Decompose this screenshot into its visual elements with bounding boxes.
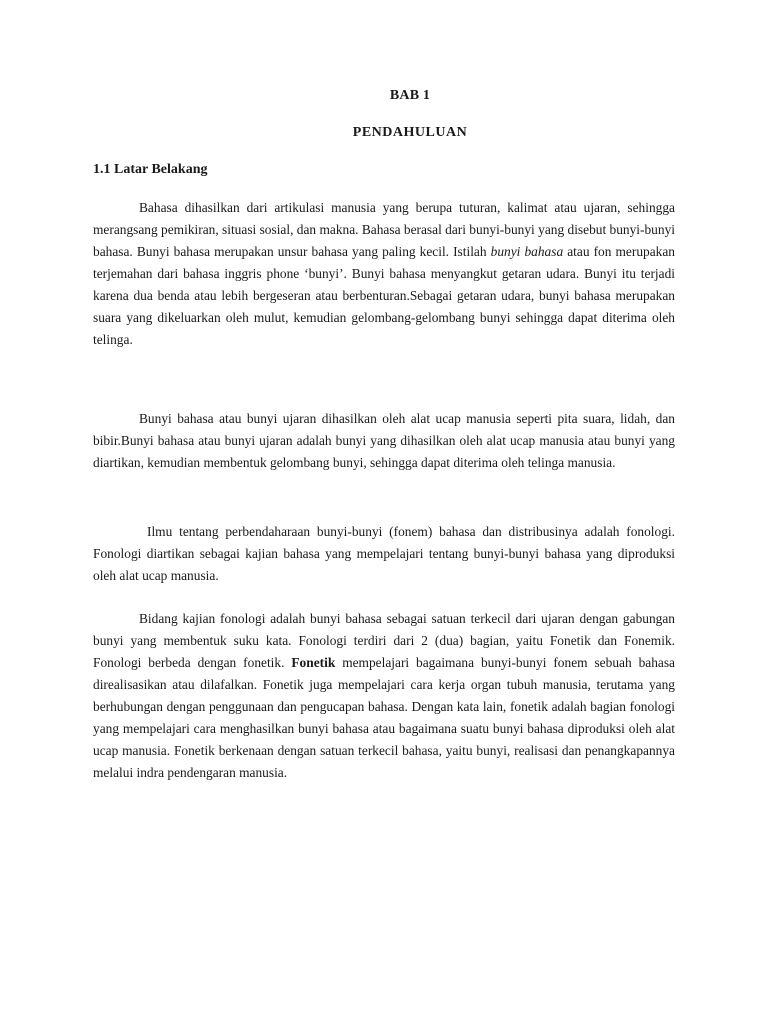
paragraph-3: Ilmu tentang perbendaharaan bunyi-bunyi (fonem) bahasa dan distribusinya adalah fonologi. Fonologi diartikan sebagai kajian bahasa yang mempelajari tentang bunyi-bunyi bahasa yang diproduksi oleh alat ucap manusia. xyxy=(93,524,675,583)
paragraph-1 xyxy=(93,197,675,351)
paragraph-4 xyxy=(93,608,675,784)
paragraph-4-bold-term: Fonetik xyxy=(291,655,336,670)
paragraph-1-part-1: Bahasa dihasilkan dari artikulasi manusia yang berupa tuturan, kalimat atau ujaran, sehingga merangsang pemikiran, situasi sosial, dan makna. Bahasa berasal dari bunyi-bunyi yang disebut bunyi-bunyi bahasa. Bunyi bahasa merupakan unsur bahasa yang paling kecil. Istilah xyxy=(93,200,675,259)
paragraph-4-part-2: mempelajari bagaimana bunyi-bunyi fonem sebuah bahasa direalisasikan atau dilafalkan. Fonetik juga mempelajari cara kerja organ tubuh manusia, terutama yang berhubungan dengan penggunaan dan pengucapan bahasa. Dengan kata lain, fonetik adalah bagian fonologi yang mempelajari cara menghasilkan bunyi bahasa atau bagaimana suatu bunyi bahasa diproduksi oleh alat ucap manusia. Fonetik berkenaan dengan satuan terkecil bahasa, yaitu bunyi, realisasi dan penangkapannya melalui indra pendengaran manusia. xyxy=(93,655,676,780)
section-heading: 1.1 Latar Belakang xyxy=(93,162,208,177)
chapter-title: PENDAHULUAN xyxy=(352,125,468,140)
paragraph-2: Bunyi bahasa atau bunyi ujaran dihasilkan oleh alat ucap manusia seperti pita suara, lidah, dan bibir.Bunyi bahasa atau bunyi ujaran adalah bunyi yang dihasilkan oleh alat ucap manusia atau bunyi yang diartikan, kemudian membentuk gelombang bunyi, sehingga dapat diterima oleh telinga manusia. xyxy=(93,411,675,470)
paragraph-4-part-1: Bidang kajian fonologi adalah bunyi bahasa sebagai satuan terkecil dari ujaran dengan gabungan bunyi yang membentuk suku kata. Fonologi terdiri dari 2 (dua) bagian, yaitu Fonetik dan Fonemik. Fonologi berbeda dengan fonetik. xyxy=(93,611,675,670)
chapter-label: BAB 1 xyxy=(389,88,431,103)
paragraph-1-italic-term: bunyi bahasa xyxy=(490,244,564,259)
paragraph-1-part-2: atau fon merupakan terjemahan dari bahasa inggris phone ‘bunyi’. Bunyi bahasa menyangkut getaran udara. Bunyi itu terjadi karena dua benda atau lebih bergeseran atau berbenturan.Sebagai getaran udara, bunyi bahasa merupakan suara yang dikeluarkan oleh mulut, kemudian gelombang-gelombang bunyi sehingga dapat diterima oleh telinga. xyxy=(93,244,675,347)
